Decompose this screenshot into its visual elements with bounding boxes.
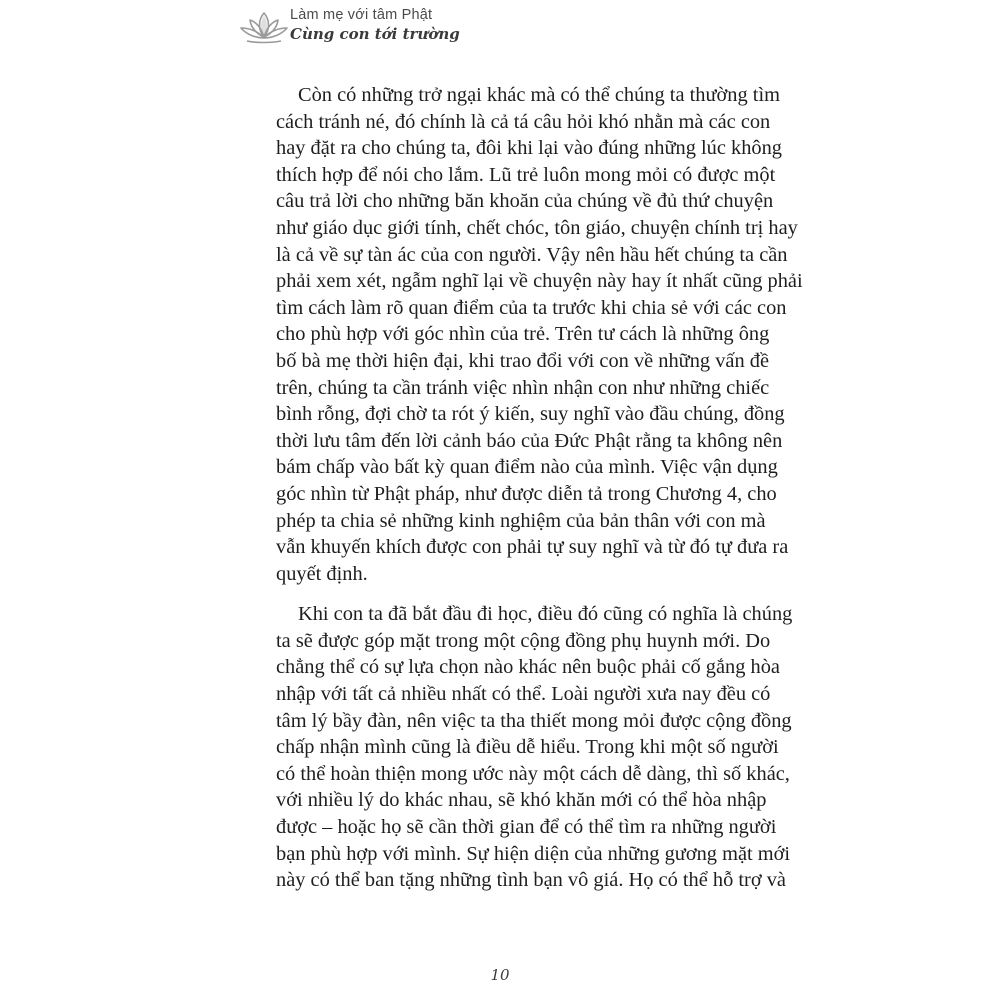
text-line: tìm cách làm rõ quan điểm của ta trước khi chia sẻ với các con xyxy=(276,296,787,319)
text-line: Còn có những trở ngại khác mà có thể chúng ta thường tìm xyxy=(298,84,780,106)
text-line: bám chấp vào bất kỳ quan điểm nào của mình. Việc vận dụng xyxy=(276,456,778,479)
series-title: Làm mẹ với tâm Phật xyxy=(290,7,433,23)
lotus-icon xyxy=(238,10,290,46)
body-text xyxy=(276,82,803,894)
text-line: cho phù hợp với góc nhìn của trẻ. Trên tư cách là những ông xyxy=(276,323,770,346)
text-line: như giáo dục giới tính, chết chóc, tôn giáo, chuyện chính trị hay xyxy=(276,216,798,239)
text-line: chẳng thể có sự lựa chọn nào khác nên buộc phải cố gắng hòa xyxy=(276,656,780,679)
text-line: này có thể ban tặng những tình bạn vô giá. Họ có thể hỗ trợ và xyxy=(276,869,786,892)
text-line: phải xem xét, ngẫm nghĩ lại về chuyện này hay ít nhất cũng phải xyxy=(276,270,803,293)
text-line: có thể hoàn thiện mong ước này một cách dễ dàng, thì số khác, xyxy=(276,762,790,785)
text-line: bạn phù hợp với mình. Sự hiện diện của những gương mặt mới xyxy=(276,842,791,865)
text-line: góc nhìn từ Phật pháp, như được diễn tả trong Chương 4, cho xyxy=(276,482,777,505)
text-line: được – hoặc họ sẽ cần thời gian để có thể tìm ra những người xyxy=(276,816,777,839)
text-line: trên, chúng ta cần tránh việc nhìn nhận con như những chiếc xyxy=(276,376,770,399)
text-line: cách tránh né, đó chính là cả tá câu hỏi khó nhằn mà các con xyxy=(276,110,771,133)
text-line: nhập với tất cả nhiều nhất có thể. Loài người xưa nay đều có xyxy=(276,683,771,706)
text-line: quyết định. xyxy=(276,562,368,585)
text-line: câu trả lời cho những băn khoăn của chúng về đủ thứ chuyện xyxy=(276,190,774,213)
text-line: Khi con ta đã bắt đầu đi học, điều đó cũng có nghĩa là chúng xyxy=(298,603,793,626)
paragraph-1 xyxy=(276,82,803,587)
paragraph-2 xyxy=(276,601,793,894)
text-line: chấp nhận mình cũng là điều dễ hiểu. Trong khi một số người xyxy=(276,736,779,759)
book-title: Cùng con tới trường xyxy=(290,25,460,43)
text-line: với nhiều lý do khác nhau, sẽ khó khăn mới có thể hòa nhập xyxy=(276,789,767,812)
text-line: bình rỗng, đợi chờ ta rót ý kiến, suy nghĩ vào đầu chúng, đồng xyxy=(276,403,785,426)
text-line: thời lưu tâm đến lời cảnh báo của Đức Phật rằng ta không nên xyxy=(276,429,783,452)
paragraph-gap xyxy=(276,587,726,601)
text-line: phép ta chia sẻ những kinh nghiệm của bản thân với con mà xyxy=(276,509,766,532)
text-line: là cả về sự tàn ác của con người. Vậy nên hầu hết chúng ta cần xyxy=(276,243,788,266)
page-number: 10 xyxy=(490,966,510,984)
text-line: bố bà mẹ thời hiện đại, khi trao đổi với con về những vấn đề xyxy=(276,349,769,372)
text-line: ta sẽ được góp mặt trong một cộng đồng phụ huynh mới. Do xyxy=(276,629,771,652)
text-line: thích hợp để nói cho lắm. Lũ trẻ luôn mong mỏi có được một xyxy=(276,163,776,186)
text-line: tâm lý bầy đàn, nên việc ta tha thiết mong mỏi được cộng đồng xyxy=(276,709,792,732)
text-line: vẫn khuyến khích được con phải tự suy nghĩ và từ đó tự đưa ra xyxy=(276,536,789,559)
text-line: hay đặt ra cho chúng ta, đôi khi lại vào đúng những lúc không xyxy=(276,137,782,160)
